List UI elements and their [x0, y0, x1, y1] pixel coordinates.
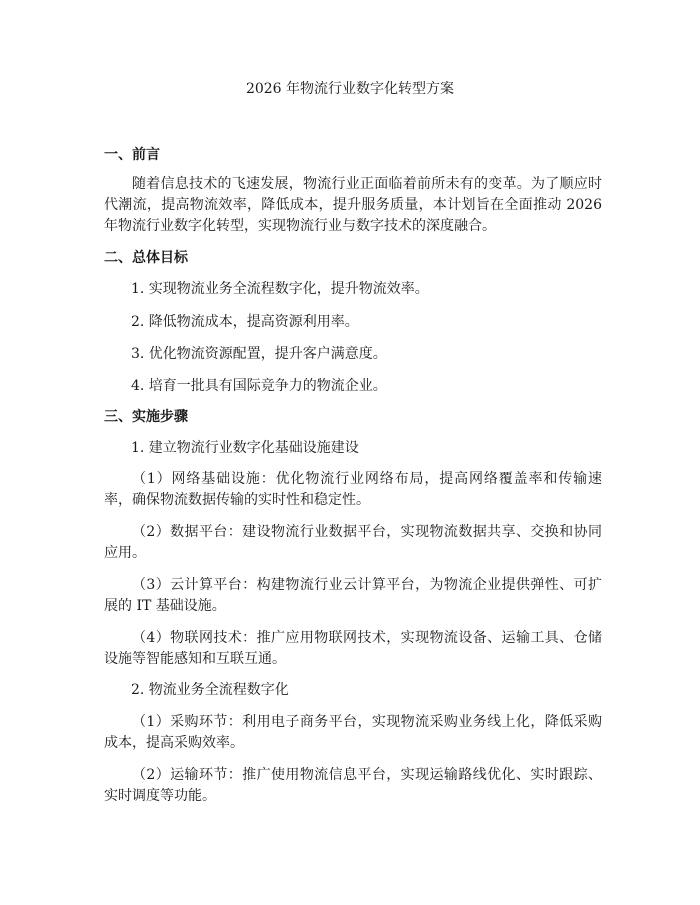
step-1-sub-2: （2）数据平台：建设物流行业数据平台，实现物流数据共享、交换和协同应用。 — [104, 524, 602, 561]
step-1-sub-1: （1）网络基础设施：优化物流行业网络布局，提高网络覆盖率和传输速率，确保物流数据传输的实时性和稳定性。 — [104, 471, 602, 508]
step-1-sub-4: （4）物联网技术：推广应用物联网技术，实现物流设备、运输工具、仓储设施等智能感知和互联互通。 — [104, 630, 602, 667]
goal-item-3: 3. 优化物流资源配置，提升客户满意度。 — [131, 346, 387, 362]
step-1-label: 1. 建立物流行业数字化基础设施建设 — [131, 440, 359, 456]
document-title: 2026 年物流行业数字化转型方案 — [245, 81, 455, 97]
section-heading-goals: 二、总体目标 — [104, 250, 188, 266]
goal-item-2: 2. 降低物流成本，提高资源利用率。 — [131, 314, 359, 330]
step-2-sub-1: （1）采购环节：利用电子商务平台，实现物流采购业务线上化，降低采购成本，提高采购效率。 — [104, 714, 602, 751]
step-2-sub-2: （2）运输环节：推广使用物流信息平台，实现运输路线优化、实时跟踪、实时调度等功能。 — [104, 767, 602, 804]
preface-paragraph: 随着信息技术的飞速发展，物流行业正面临着前所未有的变革。为了顺应时代潮流，提高物流效率，降低成本，提升服务质量，本计划旨在全面推动 2026 年物流行业数字化转型，实现物流行业与数字技术的深度融合。 — [104, 176, 602, 234]
step-2-label: 2. 物流业务全流程数字化 — [131, 682, 289, 698]
goal-item-1: 1. 实现物流业务全流程数字化，提升物流效率。 — [131, 281, 429, 297]
step-1-sub-3: （3）云计算平台：构建物流行业云计算平台，为物流企业提供弹性、可扩展的 IT 基础设施。 — [104, 577, 602, 614]
section-heading-preface: 一、前言 — [104, 147, 160, 163]
section-heading-steps: 三、实施步骤 — [104, 409, 188, 425]
goal-item-4: 4. 培育一批具有国际竞争力的物流企业。 — [131, 378, 387, 394]
